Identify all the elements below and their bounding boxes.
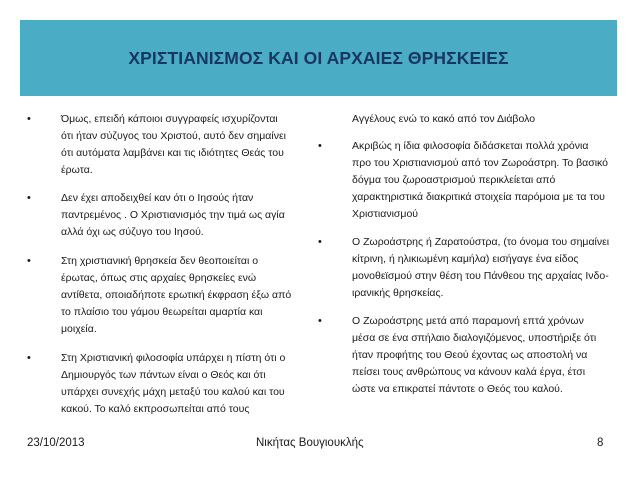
left-item-text: Δεν έχει αποδειχθεί καν ότι ο Ιησούς ήταν παντρεμένος . Ο Χριστιανισμός την τιμά ως αγία αλλά όχι ως σύζυγο του Ιησού.: [61, 192, 285, 238]
bullet-icon: •: [318, 315, 322, 327]
left-item-1: [27, 111, 292, 179]
bullet-icon: •: [27, 192, 31, 204]
bullet-icon: •: [27, 113, 31, 125]
footer-date: 23/10/2013: [27, 437, 85, 449]
left-item-2: [27, 190, 292, 241]
slide-title: ΧΡΙΣΤΙΑΝΙΣΜΟΣ ΚΑΙ ΟΙ ΑΡΧΑΙΕΣ ΘΡΗΣΚΕΙΕΣ: [128, 47, 509, 68]
right-item-1: [318, 138, 610, 223]
right-column: [318, 111, 610, 398]
continuation-text: Αγγέλους ενώ το κακό από τον Διάβολο: [352, 113, 536, 125]
left-item-text: Όμως, επειδή κάποιοι συγγραφείς ισχυρίζονται ότι ήταν σύζυγος του Χριστού, αυτό δεν σημαίνει ότι αυτόματα λαμβάνει και τις ιδιότητες Θεάς του έρωτα.: [61, 113, 286, 176]
title-band: [20, 20, 617, 96]
right-item-text: Ο Ζωροάστρης μετά από παραμονή επτά χρόνων μέσα σε ένα σπήλαιο διαλογιζόμενος, υποστήριξε ότι ήταν προφήτης του Θεού έχοντας ως αποστολή να πείσει τους ανθρώπους να κάνουν καλά έργα, έτσι ώστε να επικρατεί πάντοτε ο Θεός του καλού.: [352, 315, 597, 395]
bullet-icon: •: [27, 352, 31, 364]
footer-author: Νικήτας Βουγιουκλής: [256, 437, 364, 449]
bullet-icon: •: [318, 140, 322, 152]
right-item-text: Ο Ζωροάστρης ή Ζαρατούστρα, (το όνομα του σημαίνει κίτρινη, ή ηλικιωμένη καμήλα) εισήγαγε ένα είδος μονοθεϊσμού στην θέση του Πάνθεου της αρχαίας Ινδο-ιρανικής θρησκείας.: [352, 236, 610, 299]
left-item-text: Στη χριστιανική θρησκεία δεν θεοποιείται ο έρωτας, όπως στις αρχαίες θρησκείες ενώ αντίθετα, οποιαδήποτε ερωτική έκφραση έξω από το πλαίσιο του γάμου θεωρείται αμαρτία και μοιχεία.: [61, 255, 292, 335]
left-item-4: [27, 350, 292, 418]
right-item-text: Ακριβώς η ίδια φιλοσοφία διδάσκεται πολλά χρόνια προ του Χριστιανισμού από τον Ζωροάστρη. Το βασικό δόγμα του ζωροαστρισμού περικλείεται από χαρακτηριστικά διακριτικά στοιχεία παρόμοια με τα του Χριστιανισμού: [352, 140, 608, 220]
left-item-text: Στη Χριστιανική φιλοσοφία υπάρχει η πίστη ότι ο Δημιουργός των πάντων είναι ο Θεός και ότι υπάρχει συνεχής μάχη μεταξύ του καλού και του κακού. Το καλό εκπροσωπείται από τους: [61, 352, 286, 415]
left-item-3: [27, 253, 292, 338]
right-item-2: [318, 234, 610, 302]
right-item-3: [318, 313, 610, 398]
right-continuation: [318, 111, 610, 128]
bullet-icon: •: [27, 255, 31, 267]
page-number: 8: [597, 437, 604, 449]
left-column: [27, 111, 292, 418]
bullet-icon: •: [318, 236, 322, 248]
